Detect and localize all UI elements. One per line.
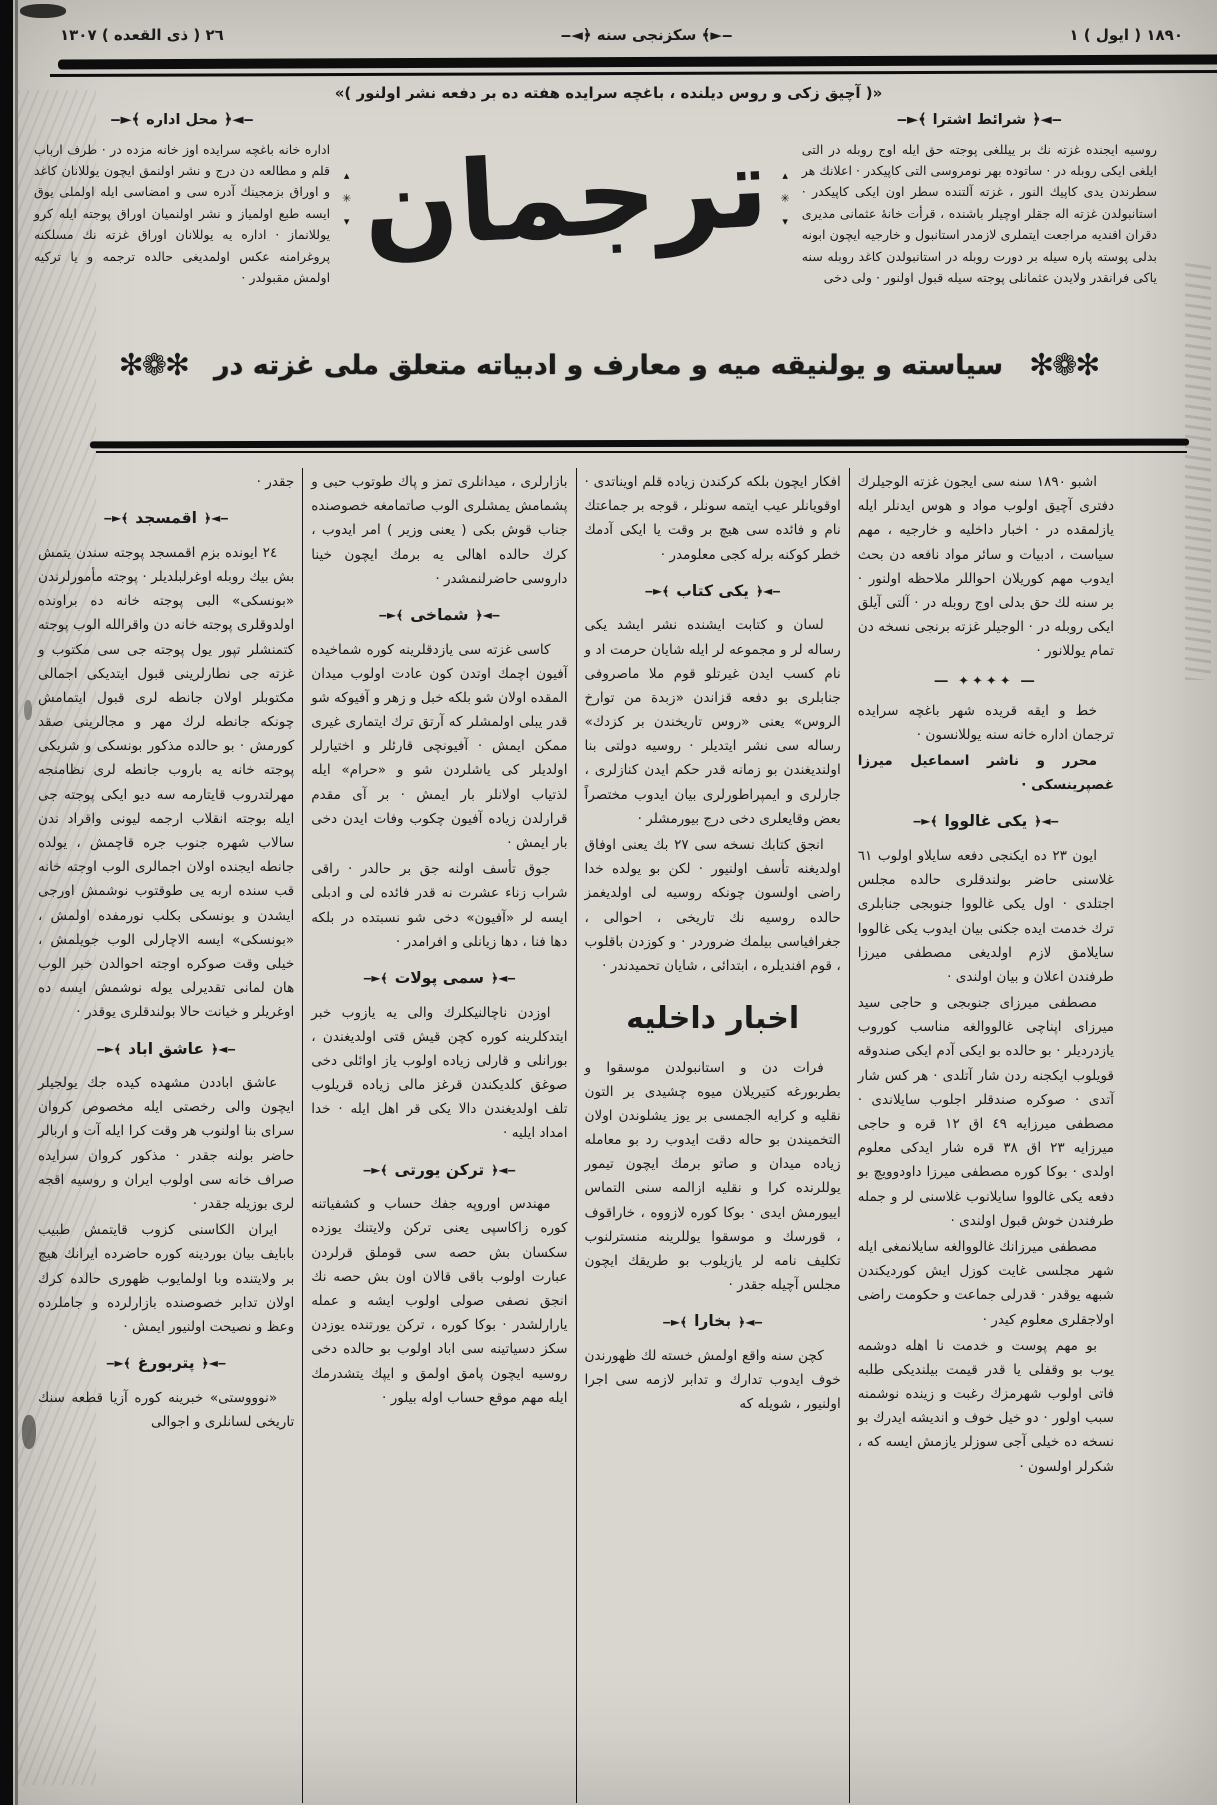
ornament-divider-left: [342, 108, 351, 288]
publication-note: «( آچيق زكى و روس ديلنده ، باغچه سرايده هفته ده بر دفعه نشر اولنور )»: [334, 84, 883, 102]
subscription-text: روسيه ايجنده غزته نك بر ييللغى پوجته حق ايله اوج روبله در التى ايلغى ايكى روبله در · ساتوده بهر نومروسى التى كاپيكدر · اعلانك هر سطرندن يدى كاپيك النور ، غزته آلتنده سطر اون ايكى كاپيكدر · استانبولدن غزته اله جقلر اوچيلر باشنده ، قرأت خانهٔ عثمانى مديرى دقران افنديه مراجعت ايتملرى لازمدر استانبول و خارجيه ايچون ابونه بدلى پوسته پاره سيله بر دورت روبله در استانبولدن كاغد روبله سنه ياكى فرانقدر ولايدن عثمانلى پوجته سيله قبول اولنور · ولى دخى: [801, 141, 1157, 286]
admin-heading: ‒►﴾ محل اداره ﴿◄‒: [34, 108, 330, 133]
article-paragraph: مهندس اوروپه جفك حساب و كشفياتنه كوره زاكاسپى يعنى تركن ولايتنك يوزده سكسان بش حصه سى قوملق قرلردن عبارت اولوب باقى قالان اون بش حصه نك انجق نصفى صولى اولوب ايشه و عمله يارارلشدر · بوكا كوره ، تركن يورتنده يوزدن سكز دسياتينه سى اباد اولوب بو حالده دخى روسيه ايچون پامق اولمق و ايپك يتشدرمك ايله مهم موقع حساب اوله بيلور ·: [311, 1196, 568, 1406]
section-heading-label: اقمسجد: [135, 509, 197, 528]
article-paragraph: ايران الكاسنى كزوب قايتمش طبيب بابايف بيان بوردينه كوره حاضرده ايرانك هيچ بر ولايتنده وبا اولمايوب ظهورى حالده كرك اولان تدابر خصوصنده بازارلرده و جاملرده وعظ و نصيحت اولنيور ايمش ·: [38, 1222, 295, 1335]
subtitle-text: سياسته و يولنيقه ميه و معارف و ادبياته متعلق ملى غزته در: [213, 350, 1004, 381]
scan-blot: [20, 4, 66, 18]
subscription-terms-box: [802, 108, 1157, 288]
floral-ornament-icon: ✻❁✻: [118, 348, 188, 383]
fleuron-icon: ‒►﴾: [644, 583, 670, 598]
article-paragraph: «نوووستى» خبرينه كوره آزيا قطعه سنك تاريخى لسانلرى و اجوالى: [38, 1389, 295, 1430]
year-label: ‒►﴾ سكزنجى سنه ﴿◄‒: [560, 26, 733, 44]
article-paragraph: كاسى غزته سى يازدقلرينه كوره شماخيده آفيون اچمك اوتدن كون عادت اولوب ميدان المقده اولان شو بلكه خبل و زهر و آفيوكه شو قدر يبلى اولمشلر كه آرتق ترك ايتمارى غيرى ممكن ايمش · آفيونچى قارئلر و اختيارلر اولديلر كى ياشلردن شو و «حرام» ايله لذتياب اولانلر بار ايمش · بر آى مقدم قرارلدن زياده آفيون چكوب وفات ايدن دخى بار ايمش ·: [311, 641, 568, 852]
date-hijri: ٢٦ ( ذى القعده ) ١٣٠٧: [60, 26, 224, 44]
fleuron-icon: ﴿◄‒: [1032, 112, 1062, 128]
article-paragraph: بازارلرى ، ميدانلرى تمز و پاك طوتوب حبى و پشمامش يمشلرى الوب صاتمامغه خصوصنده جناب قوش بكى ( يعنى وزير ) امر ايدوب ، كرك حالده اهالى يه برمك ايچون خينا داروسى حاضرلنمشدر ·: [311, 474, 568, 587]
fleuron-icon: ﴿◄‒: [755, 583, 781, 598]
date-gregorian: ١٨٩٠ ( ايول ) ١: [1069, 26, 1183, 44]
section-heading: [585, 1308, 841, 1336]
fleuron-icon: ‒►﴾: [912, 814, 938, 829]
admin-office-box: [34, 108, 330, 288]
article-paragraph: ايون ٢٣ ده ايكنجى دفعه سايلاو اولوب ٦١ غلاسنى حاضر بولندقلرى حالده مجلس اجتلدى · اول يكى غالووا جنوبجى جنابلرى ترك خدمت ايده جكنى بيان ايدوب يكى غالووا سايلامق لازم اولديغى مصطفى ميرزا طرفندن اعلان و بيان اولندى ·: [857, 847, 1114, 985]
section-heading: [311, 965, 567, 993]
fleuron-icon: ‒►﴾: [96, 1041, 122, 1056]
section-heading: [38, 505, 294, 533]
second-column: [577, 468, 850, 1803]
section-heading-label: بخارا: [694, 1312, 732, 1331]
subscription-heading: ‒►﴾ شرائط اشترا ﴿◄‒: [802, 108, 1157, 133]
triangle-down-icon: ▾: [782, 214, 788, 228]
fleuron-icon: ﴿◄‒: [491, 1162, 516, 1177]
fourth-column: [30, 468, 303, 1803]
section-heading-label: پتربورغ: [137, 1354, 195, 1373]
ink-bleedthrough-right: [1185, 260, 1211, 680]
article-paragraph: عاشق اباددن مشهده كيده جك يولجيلر ايچون والى رخصتى ايله مخصوص كروان سراى بنا اولنوب هر وقت كرا ايله آت و اربالر حاضر بولنه جقدر · مذكور كروان سرايده صراف خانه سى اولوب ايران و روسيه اقجه لرى بوزيله جقدر ·: [38, 1075, 295, 1213]
triangle-up-icon: ▴: [343, 168, 350, 182]
article-paragraph: انجق كتابك نسخه سى ٢٧ بك يعنى اوفاق اولديغنه تأسف اولنيور · لكن بو يولده خدا راضى اولسون چونكه روسيه لى اولديغمز حالده روسيه نك تاريخى ، احوالى ، جغرافياسى بيلمك ضروردر · و كوزدن باقلوب ، قوم افنديلره ، ابتدائى ، شايان تحميدندر ·: [584, 837, 841, 974]
article-paragraph: مصطفى ميرزاى جنوبجى و حاجى سيد ميرزاى اپناچى غالووالغه مناسب كوروب يازدرديلر · بو حالده بو ايكى آدم ايكى صندوقه قويلوب ايكجنه ردن شار آتلدى · هر كس شار آتدى · صوكره صندقلر اجلوب سايلاندى · مصطفى ميرزايه ٤٩ اق ١٢ قره و حاجى ميرزايه ٢٣ اق ٣٨ قره شار ايدكى معلوم اولدى · بوكا كوره مصطفى ميرزا داودوويچ بو دفعه يكى غالووا سايلانوب غلاسنى لر و جمله طرفندن خوش قبول اولندى ·: [857, 995, 1115, 1229]
fleuron-icon: ﴿◄‒: [475, 608, 501, 623]
section-heading: [38, 1036, 294, 1064]
lead-column: [850, 468, 1122, 1803]
fleuron-icon: ‒►﴾: [363, 971, 388, 986]
section-heading-label: عاشق اباد: [128, 1039, 205, 1058]
fleuron-icon: ‒►﴾: [106, 1356, 131, 1371]
article-paragraph: جقدر ·: [256, 474, 295, 490]
diamond-ornament-icon: ― ✦✦✦✦ ―: [934, 673, 1038, 689]
star-icon: ✳: [780, 191, 790, 205]
fleuron-icon: ‒►﴾: [103, 511, 129, 526]
section-heading-calligraphic: اخبار داخليه: [626, 1001, 800, 1037]
section-heading-label: شماخى: [410, 605, 469, 624]
section-heading: [38, 1350, 294, 1378]
article-paragraph: اشبو ١٨٩٠ سنه سى ايجون غزته الوجيلرك دفترى آچيق اولوب مواد و هوس ايدنلر ايله يازلمقده در · اخبار داخليه و خارجيه ، مهم سياست ، ادبيات و سائر مواد نافعه دن بحث ايدوب مهم كوريلان احواللر ملاحظه اولنور · بر سنه لك حق بدلى اوج روبله در · آلتى آيلق ايكى روبله در · الوجيلر غزته برنجى نسخه دن تمام يوللانور ·: [857, 474, 1114, 660]
section-heading-label: يكى غالووا: [944, 812, 1028, 831]
star-icon: ✳: [342, 191, 352, 205]
masthead-title-wrap: [360, 108, 772, 288]
rule-mid-thin: [96, 451, 1187, 453]
newspaper-title: ترجمان: [360, 122, 772, 274]
fleuron-icon: ﴿◄‒: [491, 971, 516, 986]
article-paragraph: خط و ايقه قريده شهر باغچه سرايده ترجمان اداره خانه سنه يوللانسون ·: [857, 702, 1114, 743]
article-paragraph: ٢٤ ايونده بزم اقمسجد پوجته سندن يتمش بش بيك روبله اوغرلبلديلر · پوجته مأمورلرندن «بونسكى» البى پوجته خانه ده براونده اولدوقلرى پوجته خانه دن واقرالله الوب پوجته كتمنشلر تپور يول پوجته جى سى مكتوب و غزته جى نطارلرينى قبول ايتديكى اجمالى مكتوبلر اولان جانطه لرى قبول ايتمامش چونكه جانطه لرك مهر و مجالرينى صقد كورمش · بو حالده مذكور بونسكى و شريكى پوجته خانه يه باروب جانطه لرى نظامنجه مهرلتدروب قايتارمه سه ديو ايكى پوجته جى ايله بوجته انقلاب ارجمه ليونى واقراد ندن سالاب شهره جنوب جره قاچمش ، يولده جانطه ايجنده اولان اجمالرى الوب اوجته خانه قب سنده اربه يى طوقتوب نوشمش اورجى ايشدن و بونسكى بكلب نورمفده اولمش ، «بونسكى» ايسه الاچارلى الوب جويلمش ، خيلى وقت صوكره اوجته احوالدن خبر الوب هان لمانى تقديرلى يوله نوشمش ايسه ده اوغريلر و خيانت حالا بولندقلرى يوقدر ·: [38, 544, 295, 1021]
rule-mid-thick: [90, 439, 1189, 449]
page-header: [60, 26, 1183, 44]
article-paragraph: محرر و ناشر اسماعيل ميرزا غصپرينسكى ·: [857, 753, 1114, 794]
admin-text: اداره خانه باغچه سرايده اوز خانه مزده در · طرف ارباب قلم و مطالعه دن درج و نشر اولنمق ايچون يوللانان كاغد و اوراق بزمجينك آدره سى و امضاسى ايله اولملى يوق ايسه طبع اولمياز و نشر اولنميان اوراق پوجته ايله كرو يوللانماز · اداره يه يوللانان اوراق غزته نك مسلكنه پروغرامنه عكس اولمديغى حالده ترجمه و يا تركيه اولمش مقبولدر ·: [34, 141, 331, 286]
body-columns: [30, 468, 1122, 1803]
fleuron-icon: ﴿◄‒: [738, 1314, 763, 1329]
ornament-divider-right: [780, 108, 789, 288]
section-heading: [585, 578, 841, 606]
fleuron-icon: ‒►﴾: [362, 1162, 388, 1177]
third-column: [303, 468, 576, 1803]
rule-top-thick: [58, 54, 1217, 69]
fleuron-icon: ﴿◄‒: [204, 511, 229, 526]
fleuron-icon: ‒►﴾: [378, 608, 404, 623]
fleuron-icon: ﴿◄‒: [201, 1356, 227, 1371]
article-paragraph: كچن سنه واقع اولمش خسته لك ظهورندن خوف ايدوب تدارك و تدابر لازمه سى اجرا اولنيور ، شويله كه: [584, 1347, 841, 1413]
triangle-up-icon: ▴: [782, 168, 788, 182]
section-heading: [858, 808, 1114, 836]
article-paragraph: جوق تأسف اولنه جق بر حالدر · راقى شراب زناء عشرت نه قدر فائده لى و ادبلى ايسه لر «آفيون» دخى شو نسبتده در بلكه دها فنا ، دها زيانلى و افرامدر ·: [311, 861, 568, 950]
fleuron-icon: ‒►﴾: [662, 1314, 688, 1329]
floral-ornament-icon: ✻❁✻: [1029, 348, 1099, 383]
section-heading-label: يكى كتاب: [676, 581, 749, 600]
scan-edge-strip: [0, 0, 13, 1805]
fleuron-icon: ﴿◄‒: [560, 26, 592, 44]
article-paragraph: فرات دن و استانبولدن موسقوا و بطربورغه كتيريلان ميوه چشيدى بر التون نقليه و كرايه الجمسى بر يوز يشلوندن اولان التخميندن بو حاله دقت ايدوب رد بو معامله زياده ميدان و صاتو برمك ايچون تيمور يوللرنده كرا و نقليه ازالمه سنى التماس اييورمش ايدى · بوكا كوره لازووه ، خاراقوف ، قورسك و موسقوا يوللرينه منسترلنوب تكليف نامه لر يازيلوب بو طريقك ايچون مجلس آچيله جقدر ·: [584, 1059, 841, 1294]
fleuron-icon: ﴿◄‒: [1034, 814, 1059, 829]
fleuron-icon: ‒►﴾: [896, 112, 927, 128]
triangle-down-icon: ▾: [343, 214, 350, 228]
section-heading: [311, 1157, 567, 1185]
article-paragraph: مصطفى ميرزانك غالووالغه سايلانمغى ايله شهر مجلسى غايت كوزل ايش كورديكندن شبهه يوقدر · قدرلى جماعت و حكومت راضى اولاجقلرى معلوم كيدر ·: [857, 1238, 1114, 1328]
fleuron-icon: ﴿◄‒: [211, 1041, 236, 1056]
article-paragraph: اوزدن ناچالنيكلرك والى يه يازوب خبر ايتدكلرينه كوره كچن قيش قتى اولديغندن ، بورانلى و قارلى زياده اولوب ياز اوائلى دخى صوغق كلديكندن قرغز مالى زياده قريلوب تلف اولديغندن دالا يكى قر اهل ايله · خدا امداد ايليه ·: [311, 1004, 568, 1142]
fleuron-icon: ‒►﴾: [701, 26, 733, 44]
masthead: [34, 108, 1157, 288]
section-heading-label: سمى پولات: [394, 968, 485, 987]
rule-top-thin: [50, 70, 1217, 77]
section-heading: [311, 602, 567, 630]
article-paragraph: لسان و كتابت ايشنده نشر ايشد يكى رساله لر و مجموعه لر ايله شايان حرمت اد و نام كسب ايدن غيرتلو قوم ملا ماصروفى جنابلرى بو دفعه قزاندن «زبدة من توارخ الروس» يعنى «روس تاريخندن بر كزدك» رساله سى نشر ايتديلر · روسيه دولتى بنا اولنديغندن بو زمانه قدر حكم ايدن كنازلرى ، جارلرى و ايمپراطورلرى بيان ايدوب مختصراً بعض وقايعلرى دخى درج بيورمشلر ·: [584, 617, 841, 827]
article-paragraph: بو مهم پوست و خدمت نا اهله دوشمه يوب بو وقفلى يا قدر قيمت بيلنديكى طلبه فاتى اولوب شهرمزك رغبت و زينده نوشمنه سبب اولور · دو خيل خوف و انديشه ايدرك بو نسخه ده خيلى آجى سوزلر يازمش ايسه كه ، شكرلر اولسون ·: [857, 1337, 1114, 1475]
section-heading-label: تركن يورتى: [394, 1160, 485, 1179]
fleuron-icon: ‒►﴾: [110, 112, 141, 128]
article-paragraph: افكار ايچون بلكه كركندن زياده قلم اويناتدى · اوقويانلر عيب ايتمه سونلر ، قوجه بر جماعتك نام و فائده سى هيچ بر وقت يا ايكى آدمك خطر كوكنه برله كجى معلومدر ·: [584, 474, 841, 563]
fleuron-icon: ﴿◄‒: [223, 112, 254, 128]
subtitle-band: [95, 348, 1122, 383]
